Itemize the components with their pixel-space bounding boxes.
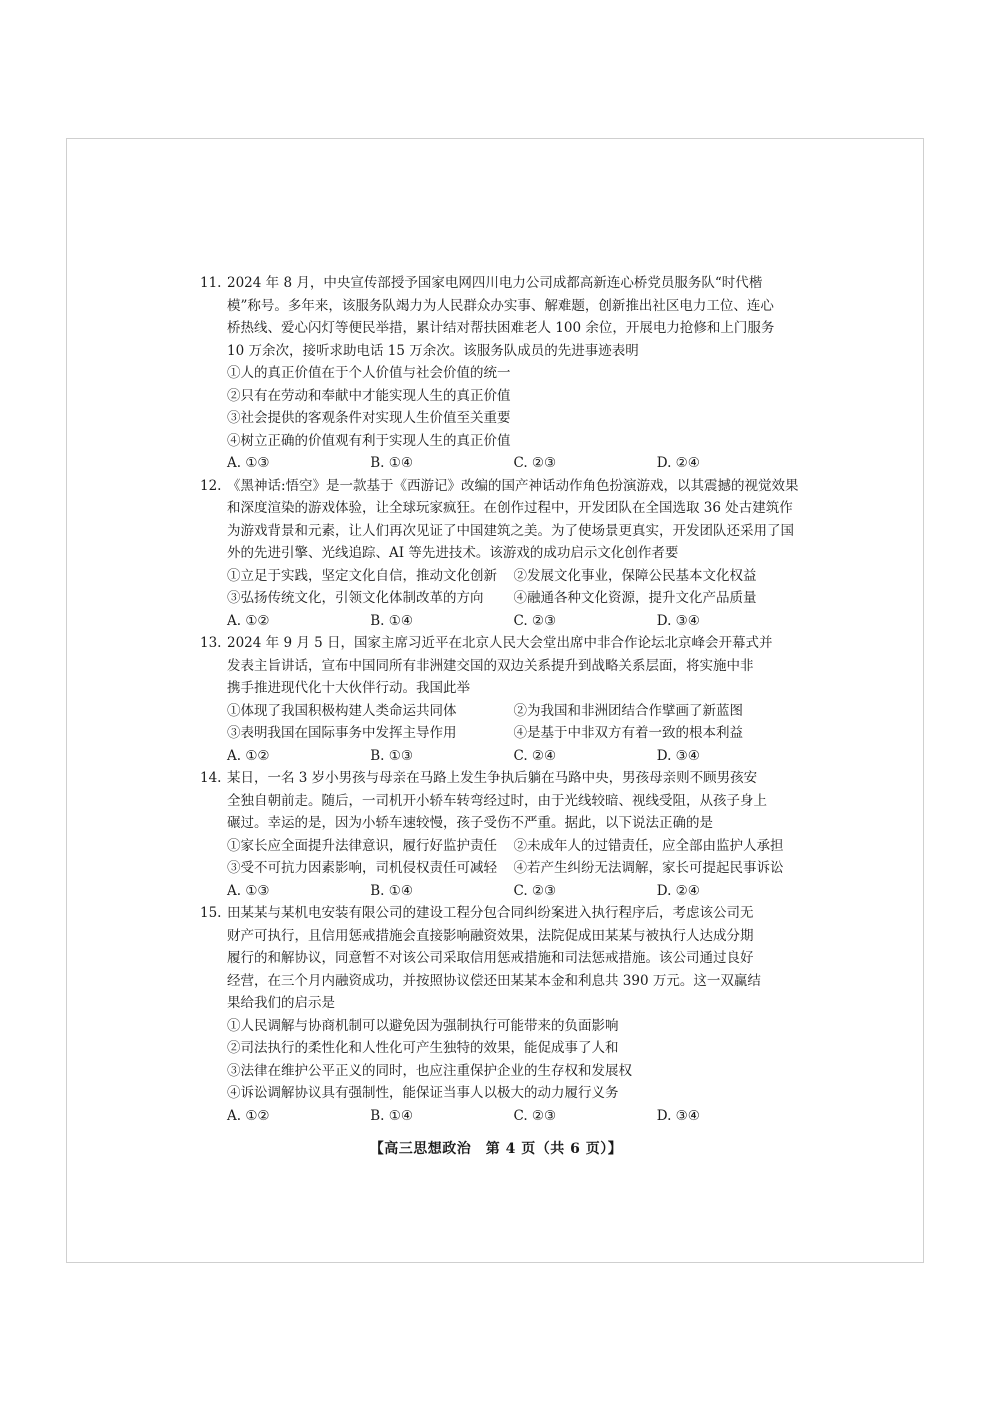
stem-line: 桥热线、爱心闪灯等便民举措，累计结对帮扶困难老人 100 余位，开展电力抢修和上门服务: [227, 320, 775, 336]
statement-list: [200, 1015, 800, 1105]
question-list: [200, 272, 800, 1127]
question-stem: [200, 767, 800, 835]
question-number: 15.: [200, 905, 222, 921]
question-number: 12.: [200, 477, 222, 494]
stem-line: 田某某与某机电安装有限公司的建设工程分包合同纠纷案进入执行程序后，考虑该公司无: [227, 905, 754, 921]
statement-4: ④树立正确的价值观有利于实现人生的真正价值: [227, 432, 511, 449]
choice-a: A. ①③: [227, 455, 270, 471]
choice-b: B. ①③: [370, 747, 413, 764]
question-stem: [200, 272, 800, 362]
answer-choices: [200, 1105, 800, 1128]
answer-choices: [200, 610, 800, 633]
question-number: 11.: [200, 275, 222, 291]
stem-line: 某日，一名 3 岁小男孩与母亲在马路上发生争执后躺在马路中央，男孩母亲则不顾男孩安: [227, 770, 758, 786]
statement-4: ④是基于中非双方有着一致的根本利益: [513, 725, 743, 741]
statement-row: [200, 587, 800, 610]
choice-c: C. ②④: [513, 747, 557, 764]
statement-3: ③弘扬传统文化，引领文化体制改革的方向: [227, 590, 484, 606]
choice-a: A. ①②: [227, 612, 270, 629]
stem-line: 果给我们的启示是: [227, 995, 335, 1011]
choice-b: B. ①④: [370, 1107, 413, 1124]
choice-b: B. ①④: [370, 455, 413, 471]
statement-2: ②为我国和非洲团结合作擘画了新蓝图: [513, 702, 743, 719]
statement-1: ①人民调解与协商机制可以避免因为强制执行可能带来的负面影响: [227, 1017, 619, 1034]
statement-2: ②未成年人的过错责任，应全部由监护人承担: [513, 837, 784, 854]
statement-2: ②司法执行的柔性化和人性化可产生独特的效果，能促成事了人和: [227, 1040, 619, 1056]
question-stem: [200, 902, 800, 1015]
answer-choices: [200, 745, 800, 768]
statement-2: ②只有在劳动和奉献中才能实现人生的真正价值: [227, 387, 511, 404]
statement-3: ③受不可抗力因素影响，司机侵权责任可减轻: [227, 860, 497, 876]
stem-line: 和深度渲染的游戏体验，让全球玩家疯狂。在创作过程中，开发团队在全国选取 36 处古建筑作: [227, 500, 793, 516]
choice-a: A. ①②: [227, 747, 270, 764]
statement-row: [200, 700, 800, 723]
stem-line: 为游戏背景和元素，让人们再次见证了中国建筑之美。为了使场景更真实，开发团队还采用了国: [227, 522, 794, 539]
choice-d: D. ③④: [656, 747, 700, 764]
statement-3: ③法律在维护公平正义的同时，也应注重保护企业的生存权和发展权: [227, 1062, 632, 1079]
choice-c: C. ②③: [513, 882, 557, 899]
question-stem: [200, 632, 800, 700]
choice-c: C. ②③: [513, 1107, 557, 1124]
stem-line: 财产可执行，且信用惩戒措施会直接影响融资效果，法院促成田某某与被执行人达成分期: [227, 927, 754, 944]
question-15: [200, 902, 800, 1127]
question-14: [200, 767, 800, 902]
choice-d: D. ③④: [656, 1107, 700, 1124]
statement-2: ②发展文化事业，保障公民基本文化权益: [513, 567, 757, 584]
answer-choices: [200, 880, 800, 903]
statement-row: [200, 835, 800, 858]
stem-line: 碾过。幸运的是，因为小轿车速较慢，孩子受伤不严重。据此，以下说法正确的是: [227, 815, 713, 831]
choice-d: D. ②④: [656, 455, 700, 471]
statement-1: ①立足于实践，坚定文化自信，推动文化创新: [227, 567, 497, 584]
statement-4: ④若产生纠纷无法调解，家长可提起民事诉讼: [513, 860, 784, 876]
statement-1: ①人的真正价值在于个人价值与社会价值的统一: [227, 365, 511, 381]
statement-1: ①家长应全面提升法律意识，履行好监护责任: [227, 837, 497, 854]
statement-row: [200, 857, 800, 880]
stem-line: 2024 年 8 月，中央宣传部授予国家电网四川电力公司成都高新连心桥党员服务队“时代楷: [227, 275, 763, 291]
stem-line: 携手推进现代化十大伙伴行动。我国此举: [227, 680, 470, 696]
stem-line: 履行的和解协议，同意暂不对该公司采取信用惩戒措施和司法惩戒措施。该公司通过良好: [227, 950, 754, 966]
stem-line: 10 万余次，接听求助电话 15 万余次。该服务队成员的先进事迹表明: [227, 342, 639, 359]
statement-list: [200, 362, 800, 452]
stem-line: 模”称号。多年来，该服务队竭力为人民群众办实事、解难题，创新推出社区电力工位、连心: [227, 297, 774, 314]
choice-c: C. ②③: [513, 612, 557, 629]
choice-d: D. ②④: [656, 882, 700, 899]
choice-a: A. ①②: [227, 1107, 270, 1124]
statement-3: ③社会提供的客观条件对实现人生价值至关重要: [227, 410, 511, 426]
choice-d: D. ③④: [656, 612, 700, 629]
stem-line: 发表主旨讲话，宣布中国同所有非洲建交国的双边关系提升到战略关系层面，将实施中非: [227, 657, 754, 674]
statement-1: ①体现了我国积极构建人类命运共同体: [227, 702, 457, 719]
question-11: [200, 272, 800, 475]
question-12: [200, 475, 800, 633]
question-13: [200, 632, 800, 767]
statement-4: ④融通各种文化资源，提升文化产品质量: [513, 590, 757, 606]
choice-a: A. ①③: [227, 882, 270, 899]
question-number: 13.: [200, 635, 222, 651]
statement-row: [200, 565, 800, 588]
statement-row: [200, 722, 800, 745]
question-stem: [200, 475, 800, 565]
stem-line: 外的先进引擎、光线追踪、AI 等先进技术。该游戏的成功启示文化创作者要: [227, 545, 679, 561]
choice-b: B. ①④: [370, 612, 413, 629]
stem-line: 全独自朝前走。随后，一司机开小轿车转弯经过时，由于光线较暗、视线受阻，从孩子身上: [227, 792, 767, 809]
statement-3: ③表明我国在国际事务中发挥主导作用: [227, 725, 457, 741]
page-footer: 【高三思想政治 第 4 页（共 6 页）】: [369, 1141, 623, 1157]
choice-c: C. ②③: [513, 455, 557, 471]
statement-4: ④诉讼调解协议具有强制性，能保证当事人以极大的动力履行义务: [227, 1085, 619, 1101]
stem-line: 《黑神话:悟空》是一款基于《西游记》改编的国产神话动作角色扮演游戏，以其震撼的视觉效果: [227, 477, 799, 494]
stem-line: 2024 年 9 月 5 日，国家主席习近平在北京人民大会堂出席中非合作论坛北京峰会开幕式并: [227, 635, 773, 651]
choice-b: B. ①④: [370, 882, 413, 899]
question-number: 14.: [200, 770, 222, 786]
answer-choices: [200, 452, 800, 475]
stem-line: 经营，在三个月内融资成功，并按照协议偿还田某某本金和利息共 390 万元。这一双赢结: [227, 972, 761, 989]
